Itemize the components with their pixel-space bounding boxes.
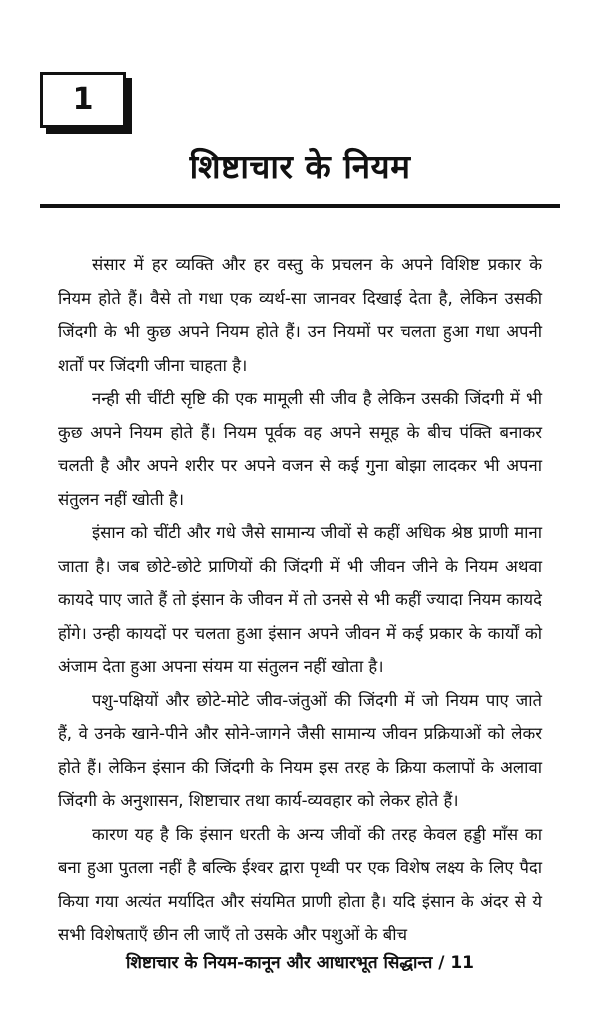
page-footer: शिष्टाचार के नियम-कानून और आधारभूत सिद्धान्त / 11 xyxy=(125,953,475,973)
paragraph: संसार में हर व्यक्ति और हर वस्तु के प्रचलन के अपने विशिष्ट प्रकार के नियम होते हैं। वैसे तो गधा एक व्यर्थ-सा जानवर दिखाई देता है, लेकिन उसकी जिंदगी के भी कुछ अपने नियम होते हैं। उन नियमों पर चलता हुआ गधा अपनी शर्तों पर जिंदगी जीना चाहता है। xyxy=(58,255,542,375)
page-title: शिष्टाचार के नियम xyxy=(189,147,411,186)
paragraph: पशु-पक्षियों और छोटे-मोटे जीव-जंतुओं की जिंदगी में जो नियम पाए जाते हैं, वे उनके खाने-पीने और सोने-जागने जैसी सामान्य जीवन प्रक्रियाओं को लेकर होते हैं। लेकिन इंसान की जिंदगी के नियम इस तरह के क्रिया कलापों के अलावा जिंदगी के अनुशासन, शिष्टाचार तथा कार्य-व्यवहार को लेकर होते हैं। xyxy=(58,690,542,810)
chapter-number-badge xyxy=(40,72,132,134)
body-text xyxy=(58,248,542,952)
chapter-number-box xyxy=(40,72,126,128)
paragraph: नन्ही सी चींटी सृष्टि की एक मामूली सी जीव है लेकिन उसकी जिंदगी में भी कुछ अपने नियम होते हैं। नियम पूर्वक वह अपने समूह के बीच पंक्ति बनाकर चलती है और अपने शरीर पर अपने वजन से कई गुना बोझा लादकर भी अपना संतुलन नहीं खोती है। xyxy=(58,389,542,509)
title-divider xyxy=(40,204,560,208)
paragraph: इंसान को चींटी और गधे जैसे सामान्य जीवों से कहीं अधिक श्रेष्ठ प्राणी माना जाता है। जब छोटे-छोटे प्राणियों की जिंदगी में भी जीवन जीने के नियम अथवा कायदे पाए जाते हैं तो इंसान के जीवन में तो उनसे से भी कहीं ज्यादा नियम कायदे होंगे। उन्ही कायदों पर चलता हुआ इंसान अपने जीवन में कई प्रकार के कार्यों को अंजाम देता हुआ अपना संयम या संतुलन नहीं खोता है। xyxy=(58,523,542,676)
paragraph: कारण यह है कि इंसान धरती के अन्य जीवों की तरह केवल हड्डी माँस का बना हुआ पुतला नहीं है बल्कि ईश्वर द्वारा पृथ्वी पर एक विशेष लक्ष्य के लिए पैदा किया गया अत्यंत मर्यादित और संयमित प्राणी होता है। यदि इंसान के अंदर से ये सभी विशेषताएँ छीन ली जाएँ तो उसके और पशुओं के बीच xyxy=(58,824,542,944)
chapter-number-text: 1 xyxy=(72,82,94,117)
